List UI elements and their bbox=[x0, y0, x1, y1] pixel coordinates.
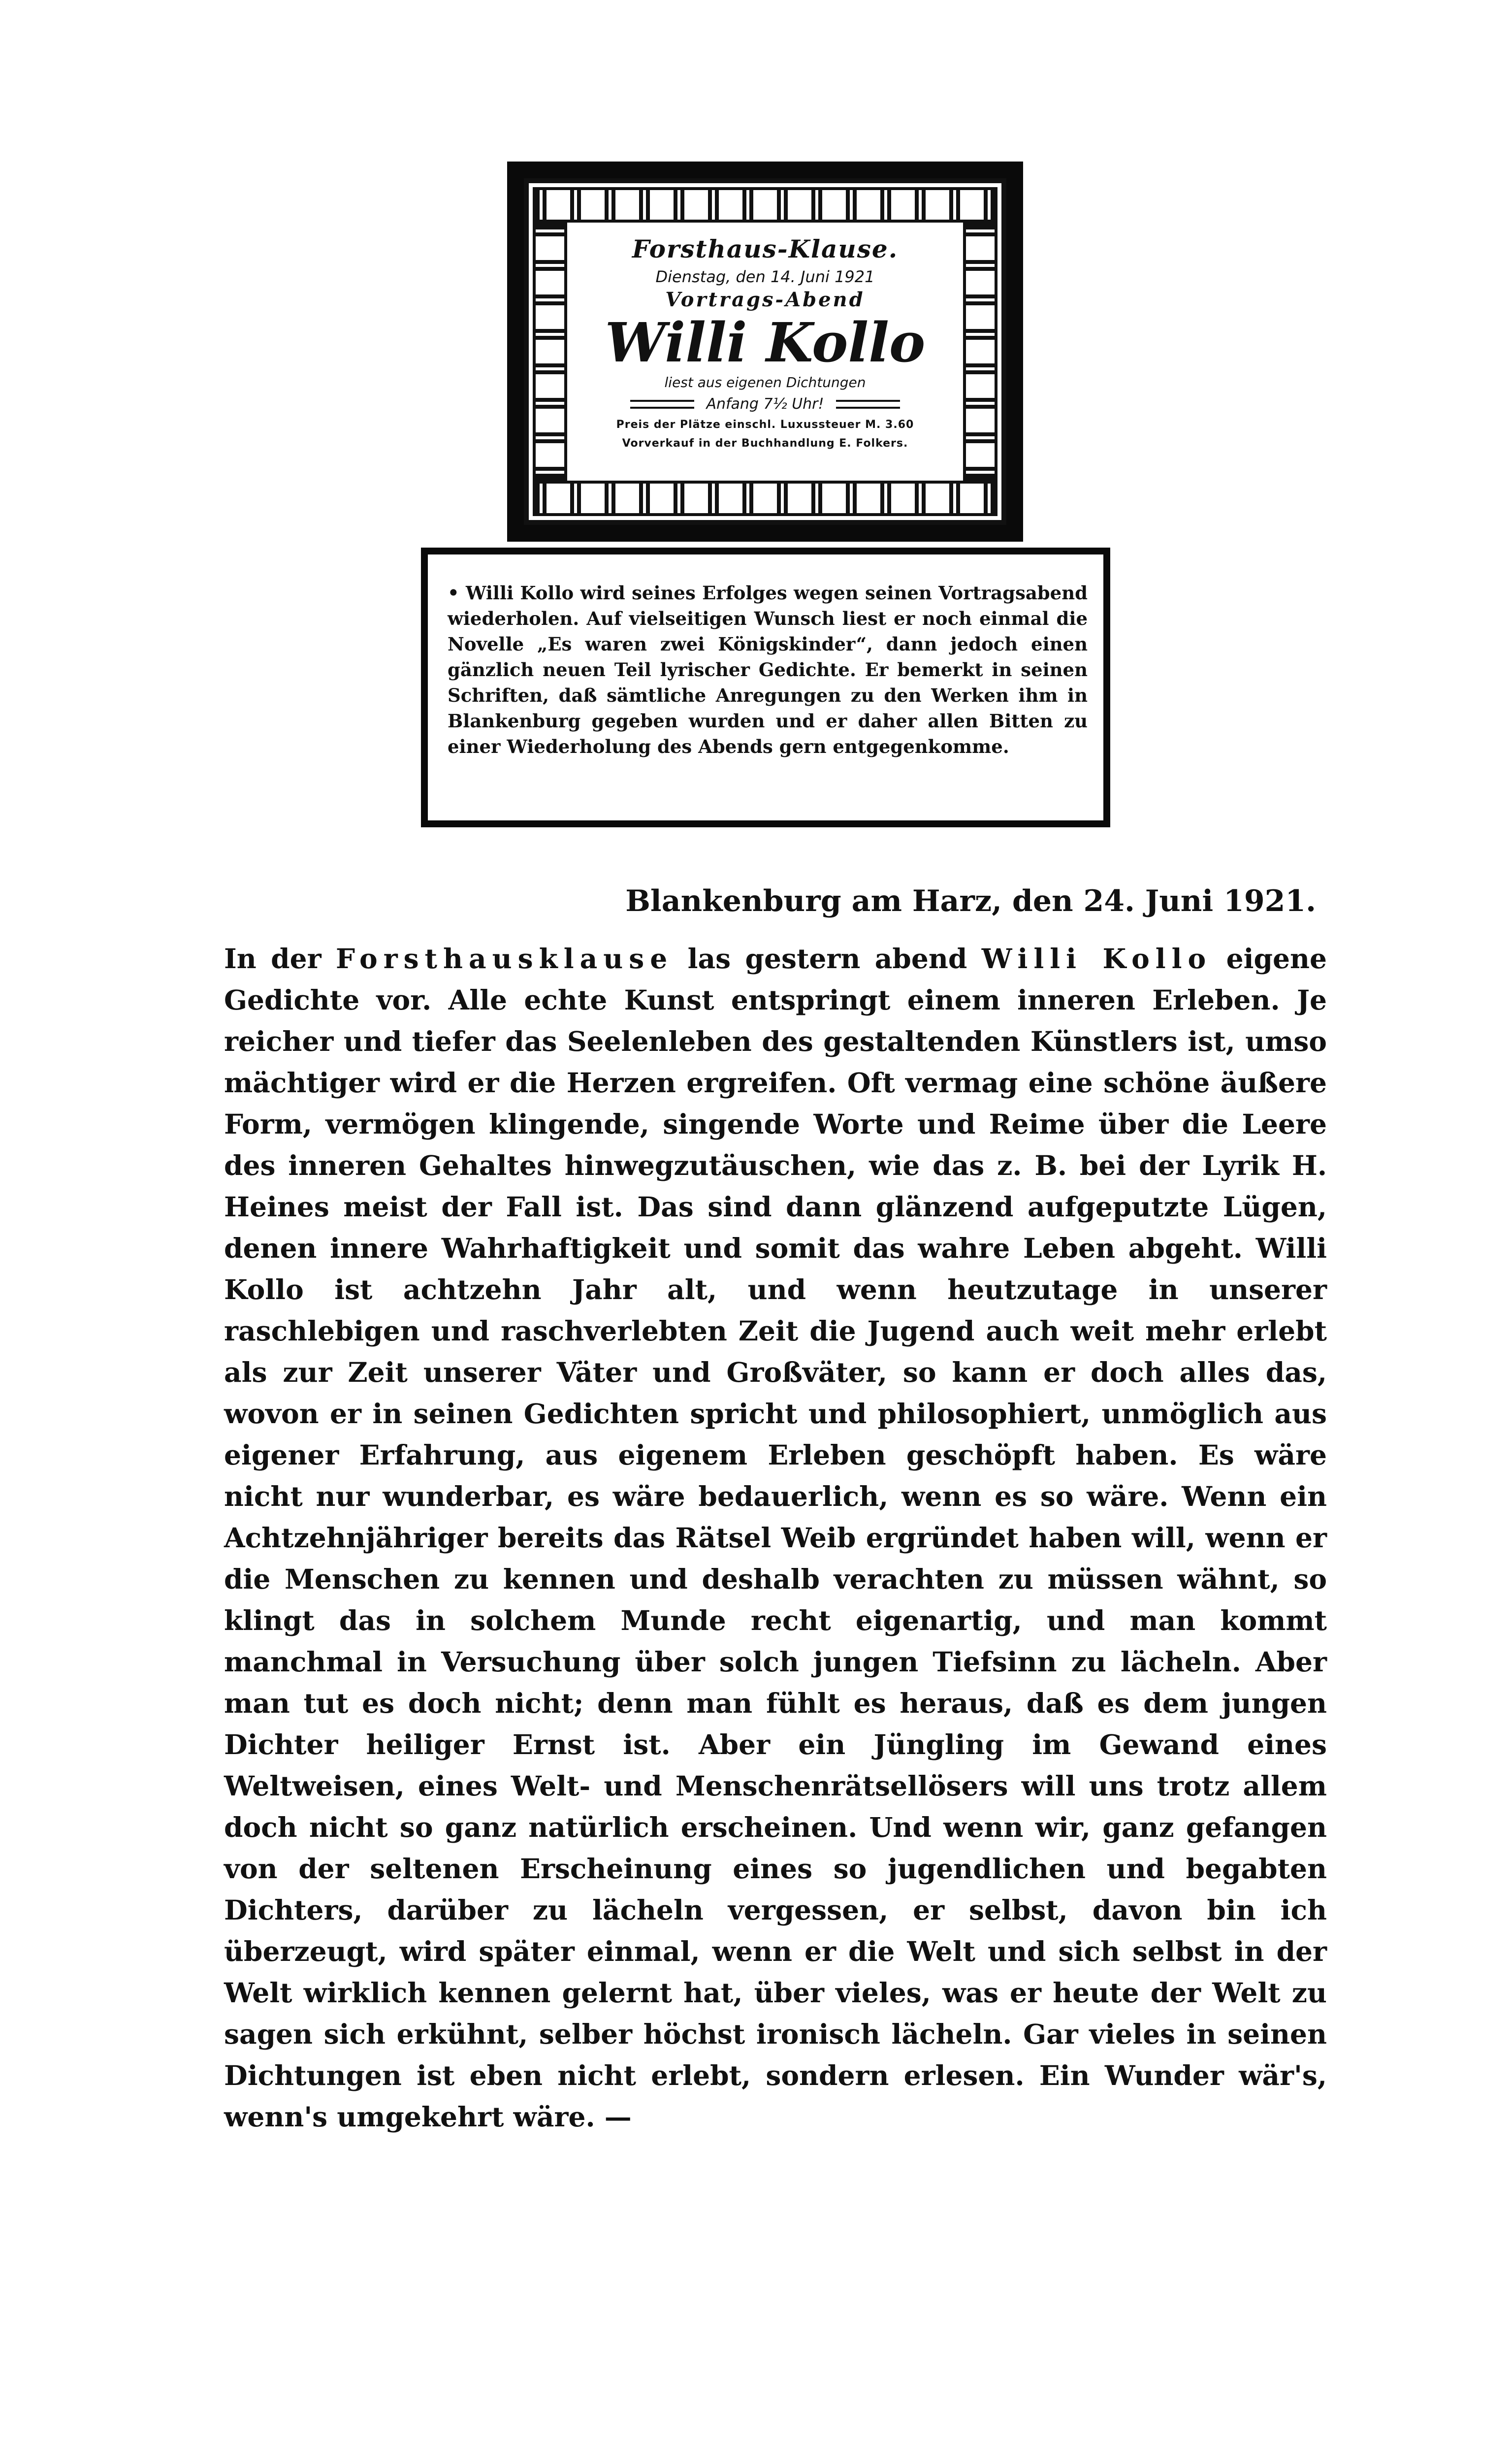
ornament-border-right bbox=[963, 223, 997, 481]
advertisement-content bbox=[571, 226, 959, 478]
ad-event: Vortrags-Abend bbox=[665, 288, 865, 311]
ad-presale: Vorverkauf in der Buchhandlung E. Folkers. bbox=[622, 437, 908, 450]
article-intro: In der bbox=[224, 943, 322, 975]
article-venue-spaced: Forsthausklause bbox=[335, 943, 674, 975]
ornament-border-bottom bbox=[533, 481, 997, 516]
article-mid: las gestern abend bbox=[687, 943, 967, 975]
ad-price: Preis der Plätze einschl. Luxussteuer M. 3.60 bbox=[616, 419, 914, 431]
article-name-spaced: Willi Kollo bbox=[981, 943, 1212, 975]
article-dateline: Blankenburg am Harz, den 24. Juni 1921. bbox=[625, 884, 1316, 918]
article-body bbox=[224, 938, 1327, 2138]
double-rule-right bbox=[836, 400, 900, 409]
advertisement-clipping bbox=[507, 162, 1023, 542]
ornament-border-left bbox=[533, 223, 567, 481]
ad-performer: Willi Kollo bbox=[605, 311, 926, 374]
notice-clipping bbox=[421, 548, 1110, 827]
double-rule-left bbox=[630, 400, 694, 409]
ad-start-time: Anfang 7½ Uhr! bbox=[706, 395, 824, 413]
ad-start-line bbox=[571, 395, 959, 413]
ornament-border-top bbox=[533, 187, 997, 223]
ad-subtitle: liest aus eigenen Dichtungen bbox=[664, 374, 866, 391]
ad-date: Dienstag, den 14. Juni 1921 bbox=[655, 267, 875, 286]
article-text: eigene Gedichte vor. Alle echte Kunst entspringt einem inneren Erleben. Je reicher und tiefer das Seelenleben des gestaltenden Künstlers ist, umso mächtiger wird er die Herzen ergreifen. Oft vermag eine schöne äußere Form, vermögen klingende, singende Worte und Reime über die Leere des inneren Gehaltes hinwegzutäuschen, wie das z. B. bei der Lyrik H. Heines meist der Fall ist. Das sind dann glänzend aufgeputzte Lügen, denen innere Wahrhaftigkeit und somit das wahre Leben abgeht. Willi Kollo ist achtzehn Jahr alt, und wenn heutzutage in unserer raschlebigen und raschverlebten Zeit die Jugend auch weit mehr erlebt als zur Zeit unserer Väter und Großväter, so kann er doch alles das, wovon er in seinen Gedichten spricht und philosophiert, unmöglich aus eigener Erfahrung, aus eigenem Erleben geschöpft haben. Es wäre nicht nur wunderbar, es wäre bedauerlich, wenn es so wäre. Wenn ein Achtzehnjähriger bereits das Rätsel Weib ergründet haben will, wenn er die Menschen zu kennen und deshalb verachten zu müssen wähnt, so klingt das in solchem Munde recht eigenartig, und man kommt manchmal in Versuchung über solch jungen Tiefsinn zu lächeln. Aber man tut es doch nicht; denn man fühlt es heraus, daß es dem jungen Dichter heiliger Ernst ist. Aber ein Jüngling im Gewand eines Weltweisen, eines Welt- und Menschenrätsellösers will uns trotz allem doch nicht so ganz natürlich erscheinen. Und wenn wir, ganz gefangen von der seltenen Erscheinung eines so jugendlichen und begabten Dichters, darüber zu lächeln vergessen, er selbst, davon bin ich überzeugt, wird später einmal, wenn er die Welt und sich selbst in der Welt wirklich kennen gelernt hat, über vieles, was er heute der Welt zu sagen sich erkühnt, selber höchst ironisch lächeln. Gar vieles in seinen Dichtungen ist eben nicht erlebt, sondern erlesen. Ein Wunder wär's, wenn's umgekehrt wäre. — bbox=[224, 943, 1327, 2133]
ad-venue: Forsthaus-Klause. bbox=[632, 234, 899, 263]
notice-text: • Willi Kollo wird seines Erfolges wegen seinen Vortragsabend wiederholen. Auf vielseitigen Wunsch liest er noch einmal die Novelle „Es waren zwei Königskinder“, dann jedoch einen gänzlich neuen Teil lyrischer Gedichte. Er bemerkt in seinen Schriften, daß sämtliche Anregungen zu den Werken ihm in Blankenburg gegeben wurden und er daher allen Bitten zu einer Wiederholung des Abends gern entgegenkomme. bbox=[428, 554, 1103, 820]
advertisement-frame bbox=[524, 178, 1006, 525]
